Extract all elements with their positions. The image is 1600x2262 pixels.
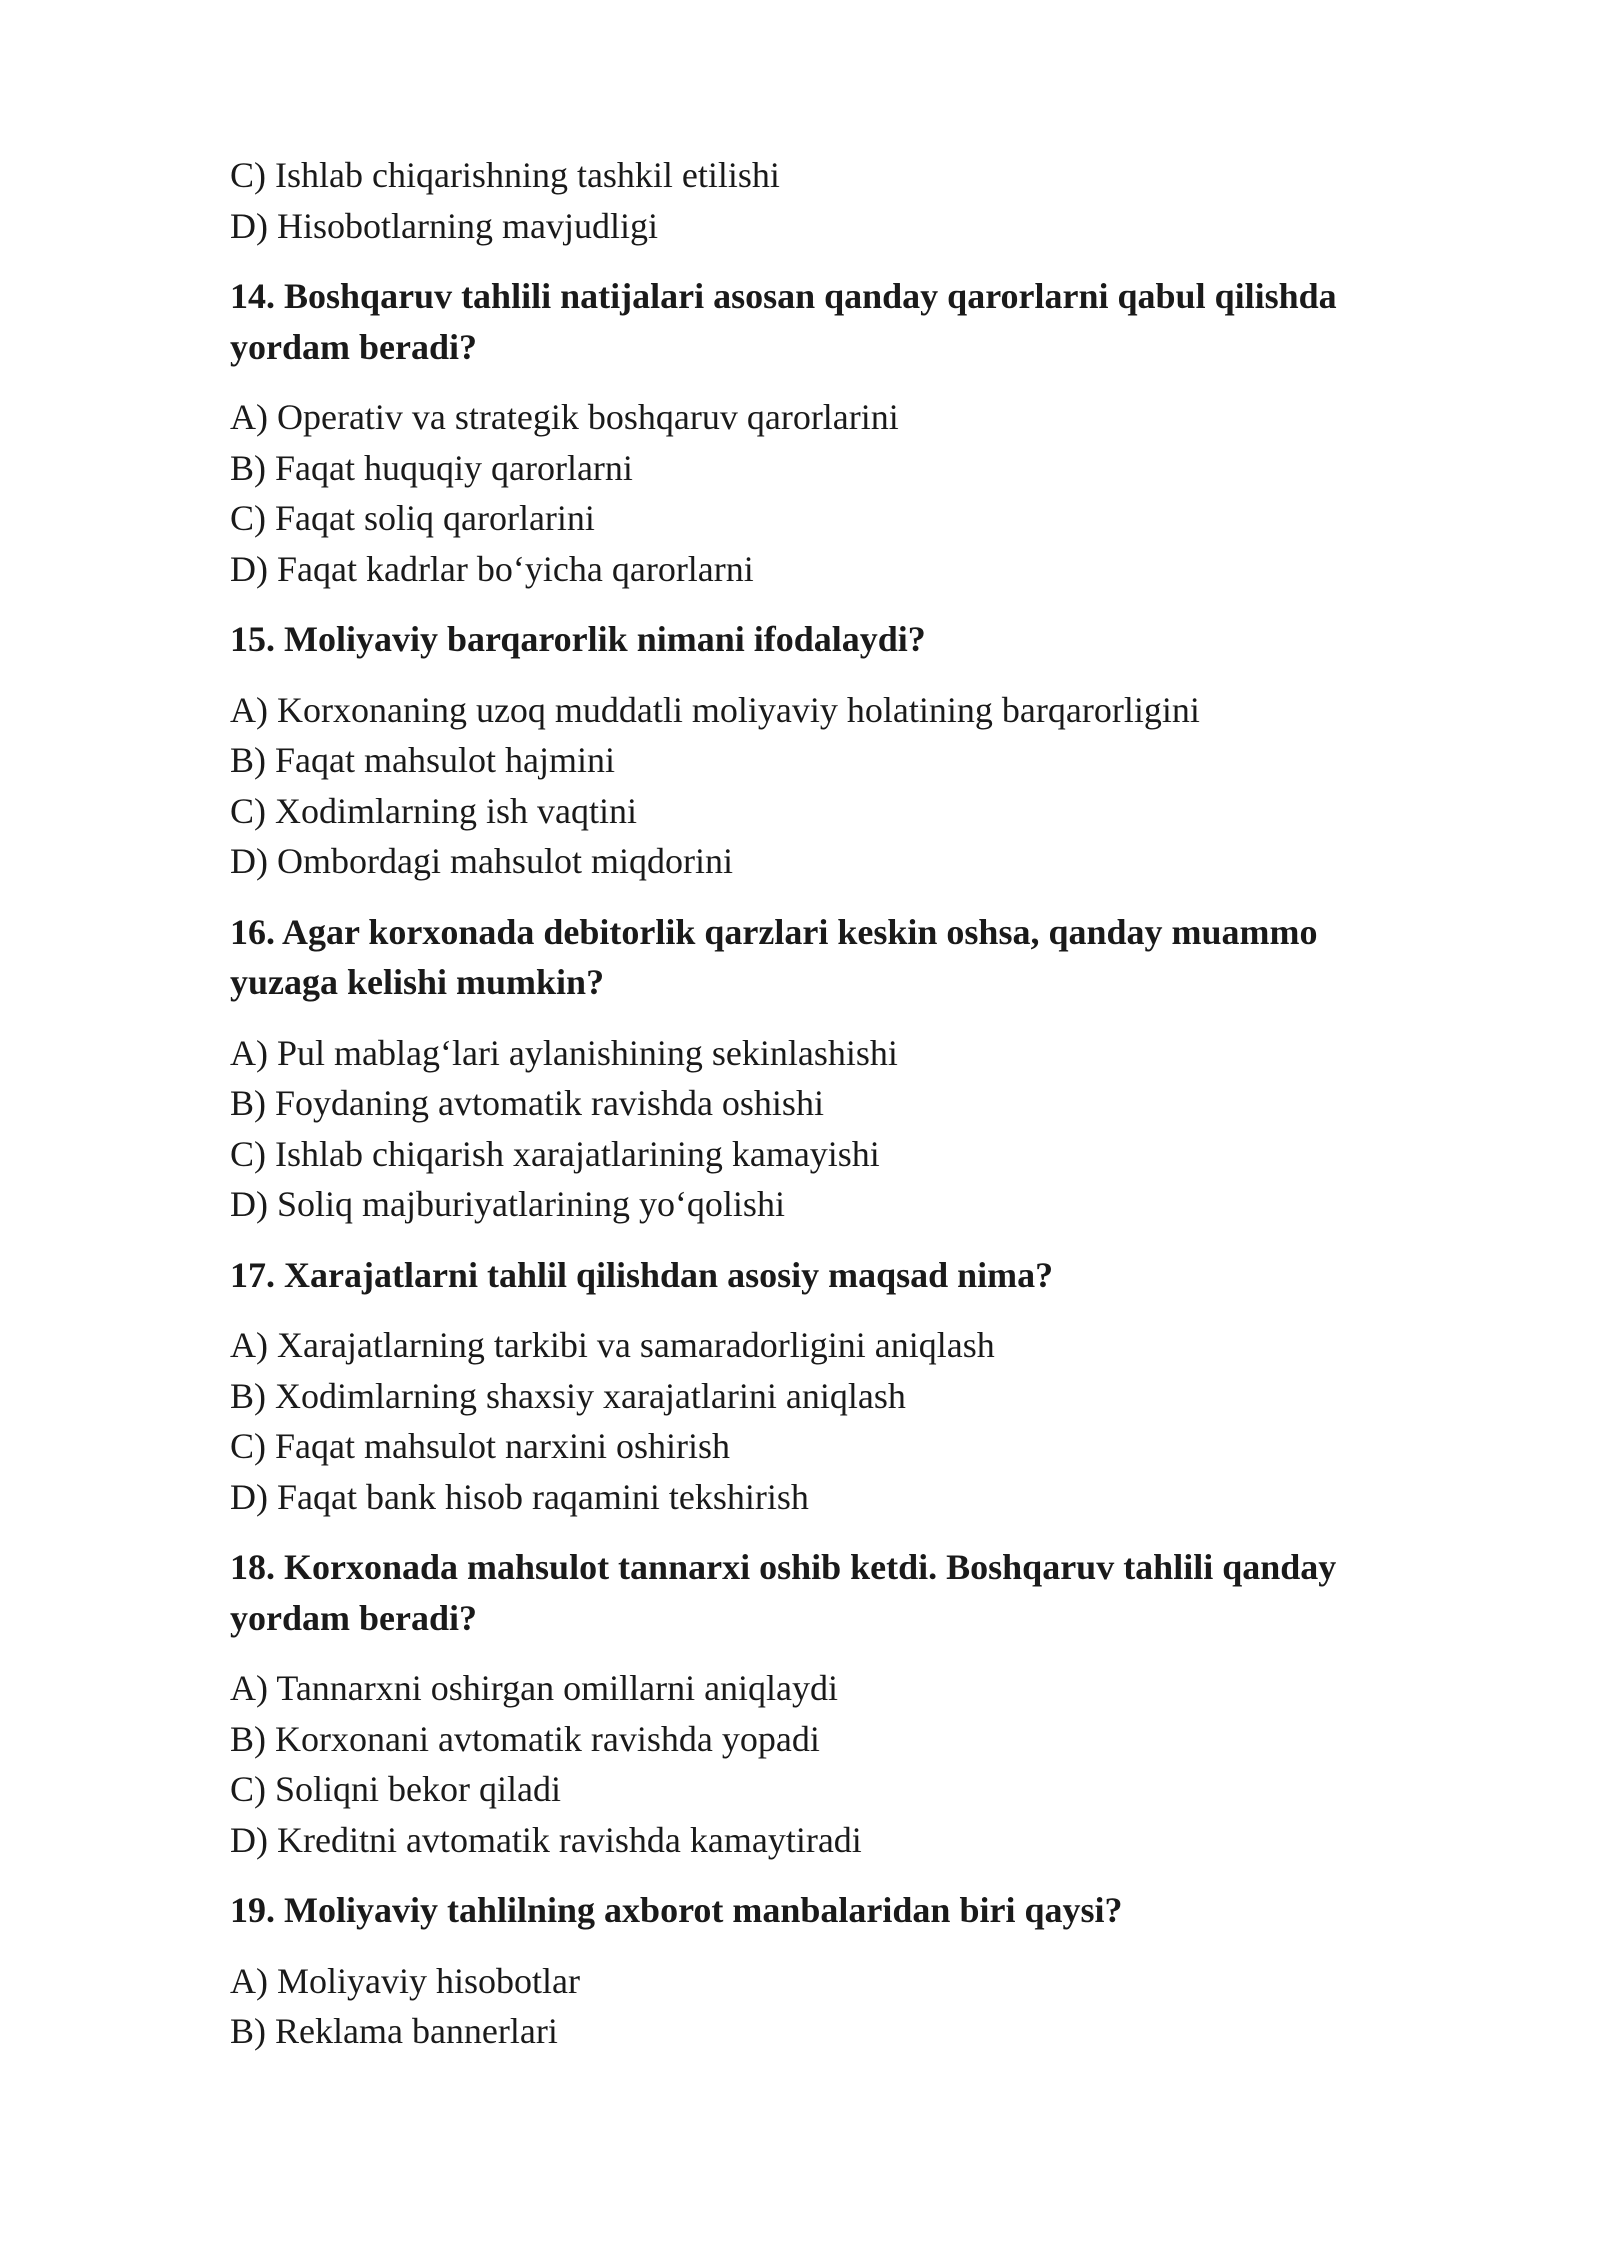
question-title: 14. Boshqaruv tahlili natijalari asosan qanday qarorlarni qabul qilishda yordam beradi? [230,276,1337,367]
option-line: D) Hisobotlarning mavjudligi [230,205,658,246]
question-19 [230,1885,1410,2057]
question-15 [230,614,1410,887]
option-list [230,685,1410,887]
option-c: C) Soliqni bekor qiladi [230,1769,561,1809]
option-a: A) Korxonaning uzoq muddatli moliyaviy holatining barqarorligini [230,689,1200,730]
option-list [230,1663,1410,1865]
option-b: B) Faqat huquqiy qarorlarni [230,447,633,488]
option-c: C) Faqat soliq qarorlarini [230,498,595,538]
option-d: D) Faqat kadrlar bo‘yicha qarorlarni [230,548,754,589]
option-a: A) Pul mablag‘lari aylanishining sekinlashishi [230,1032,898,1073]
document-content [230,150,1410,2057]
question-title: 15. Moliyaviy barqarorlik nimani ifodalaydi? [230,619,926,659]
option-a: A) Moliyaviy hisobotlar [230,1960,580,2001]
option-list [230,1320,1410,1522]
question-18 [230,1542,1410,1865]
question-title: 16. Agar korxonada debitorlik qarzlari keskin oshsa, qanday muammo yuzaga kelishi mumkin? [230,911,1318,1002]
leading-options [230,150,1410,251]
question-16 [230,907,1410,1230]
option-list [230,1028,1410,1230]
option-list [230,1956,1410,2057]
option-d: D) Soliq majburiyatlarining yo‘qolishi [230,1184,785,1224]
option-a: A) Tannarxni oshirgan omillarni aniqlaydi [230,1668,839,1708]
question-title: 18. Korxonada mahsulot tannarxi oshib ketdi. Boshqaruv tahlili qanday yordam beradi? [230,1547,1337,1638]
option-list [230,392,1410,594]
question-title: 17. Xarajatlarni tahlil qilishdan asosiy maqsad nima? [230,1254,1054,1295]
option-b: B) Reklama bannerlari [230,2011,558,2051]
option-d: D) Ombordagi mahsulot miqdorini [230,841,733,881]
option-a: A) Operativ va strategik boshqaruv qarorlarini [230,397,899,437]
option-c: C) Xodimlarning ish vaqtini [230,790,637,831]
option-b: B) Foydaning avtomatik ravishda oshishi [230,1083,824,1123]
option-a: A) Xarajatlarning tarkibi va samaradorligini aniqlash [230,1325,995,1365]
option-c: C) Faqat mahsulot narxini oshirish [230,1426,730,1466]
question-title: 19. Moliyaviy tahlilning axborot manbalaridan biri qaysi? [230,1890,1123,1930]
option-b: B) Korxonani avtomatik ravishda yopadi [230,1718,820,1759]
option-line: C) Ishlab chiqarishning tashkil etilishi [230,155,780,195]
option-b: B) Faqat mahsulot hajmini [230,740,615,780]
question-17 [230,1250,1410,1523]
option-b: B) Xodimlarning shaxsiy xarajatlarini aniqlash [230,1375,906,1416]
option-d: D) Faqat bank hisob raqamini tekshirish [230,1476,809,1517]
option-c: C) Ishlab chiqarish xarajatlarining kamayishi [230,1133,880,1174]
question-14 [230,271,1410,594]
option-d: D) Kreditni avtomatik ravishda kamaytiradi [230,1819,862,1860]
